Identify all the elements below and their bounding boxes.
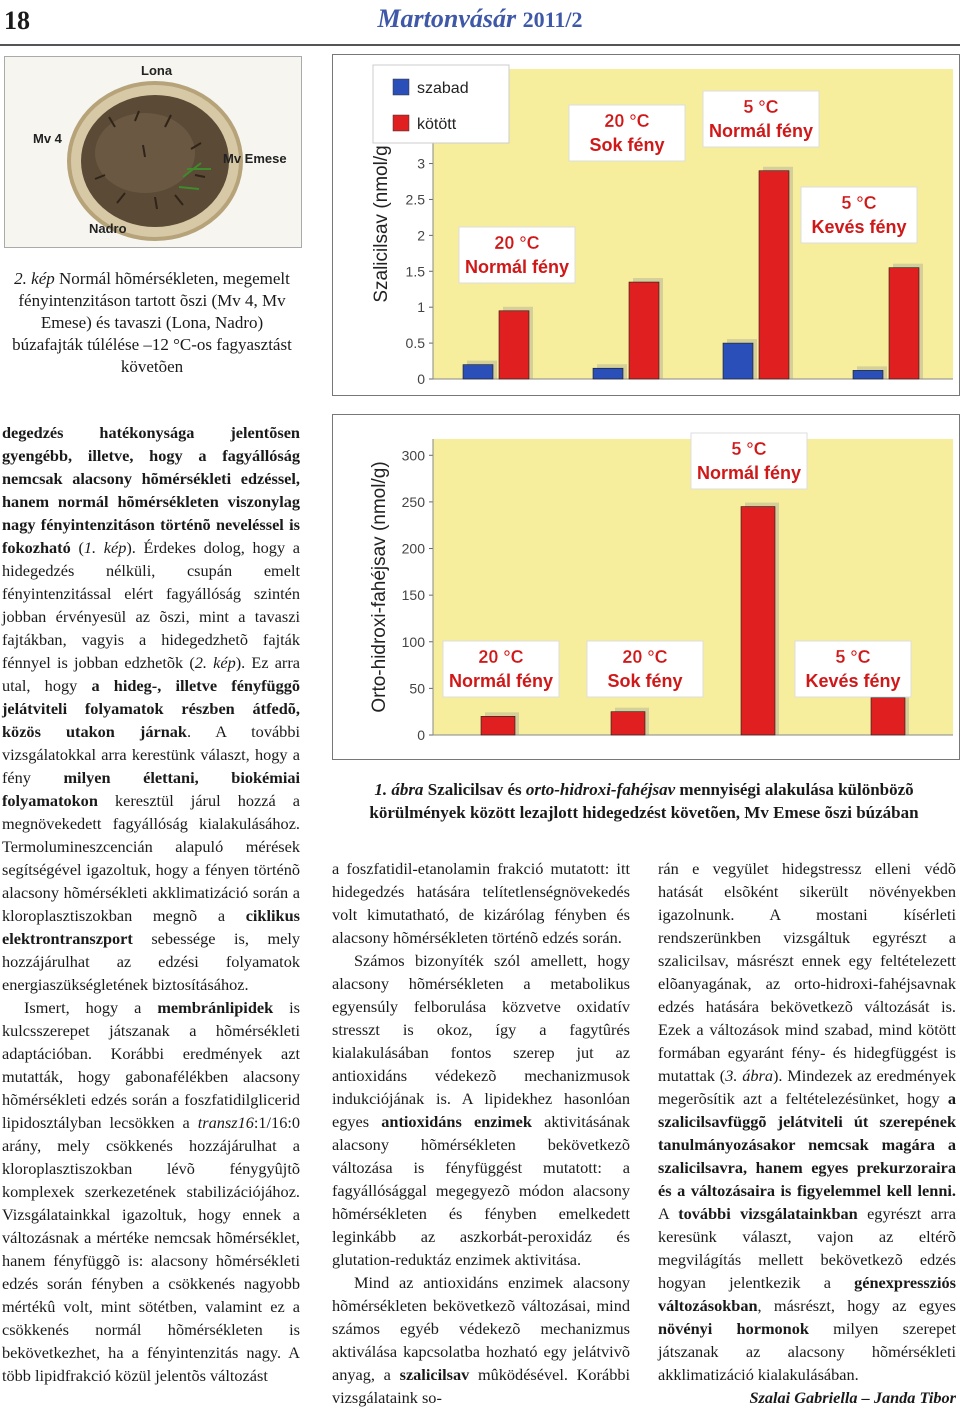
col1-bold-3: milyen élettani, biokémiai folyamatokon — [2, 768, 301, 810]
figure-caption-italic: orto-hidroxi-fahéjsav — [525, 780, 676, 799]
photo-label-nadro: Nadro — [89, 221, 127, 236]
chart1-category-temp-3: 5 °C — [743, 97, 779, 117]
chart1-bar-szabad-2 — [593, 368, 623, 379]
chart1-ytick-label: 2 — [417, 227, 425, 244]
col3-bold-3: génexpressziós változásokban — [658, 1273, 956, 1315]
photo-caption-num: 2. kép — [14, 269, 55, 288]
col3-text-3: A — [658, 1204, 679, 1223]
photo-caption — [4, 268, 300, 378]
wheat-pot-photo — [4, 56, 302, 248]
col1-p2-text-2: is kulcsszerepet játszanak a hõmérsékleti adaptációban. Korábbi eredmények azt mutatták, hogy gabonafélékben alacsony hõmérsékleti edzés során a foszfatidilglicerid lipidosztályban lecsökken a — [2, 998, 300, 1132]
chart1-bar-szabad-3 — [723, 343, 753, 379]
text-column-3 — [658, 857, 956, 1409]
chart1-category-light-2: Sok fény — [589, 135, 665, 155]
col3-text-2: ). Mindezek az eredmények megerõsítik azt a feltételezésünket, hogy — [658, 1066, 956, 1108]
header-rule — [0, 44, 960, 46]
col1-bold-1: degedzés hatékonysága jelentõsen gyengébb, illetve, hogy a fagyállóság nemcsak alacsony hõmérsékleti edzéssel, hanem normál hõmérsékleten viszonylag nagy fényintenzitáson történõ neveléssel is fokozható — [2, 423, 300, 557]
chart1-legend-swatch-szabad — [393, 79, 409, 95]
chart1-ylabel: Szalicilsav (nmol/g — [371, 145, 392, 303]
chart1-svg — [333, 55, 959, 395]
col2-p3-bold: szalicilsav — [399, 1365, 470, 1384]
col1-text-1: ( — [70, 538, 84, 557]
col2-paragraph-1: a foszfatidil-etanolamin frakció mutatott: itt hidegedzés hatására telítetlenségnövekedés volt kimutatható, de kizárólag fényben és alacsony hõmérsékleten történõ edzés során. — [332, 859, 630, 947]
figure-caption — [332, 778, 956, 824]
chart2-category-temp-2: 20 °C — [622, 647, 668, 667]
col1-bold-4: ciklikus elektrontranszport — [2, 906, 300, 948]
chart1-category-temp-2: 20 °C — [604, 111, 650, 131]
chart2-category-light-3: Normál fény — [696, 463, 802, 483]
figure-caption-part2: mennyiségi alakulása különbözõ körülmények között lezajlott hidegedzést követõen, Mv Emese õszi búzában — [369, 780, 919, 822]
figure-caption-num: 1. ábra — [374, 780, 424, 799]
chart1-category-temp-4: 5 °C — [841, 193, 877, 213]
chart1-bar-kötött-3 — [759, 171, 789, 379]
col1-bold-2: a hideg-, illetve fényfüggõ jelátviteli folyamatok részben átfedõ, közös utakon járnak — [2, 676, 301, 741]
chart2-bar-kötött-3 — [741, 507, 775, 735]
col1-italic-2: 2. kép — [194, 653, 236, 672]
col1-text-2: ). Érdekes dolog, hogy a hidegedzés nélküli, csupán emelt fényintenzitással elért fagyállóság szintén jobban érvényesül az õszi, mint a tavaszi fajtákban, vagyis a hidegedzhetõ fajták fénnyel is jobban edzhetõk ( — [2, 538, 301, 672]
chart2-category-light-4: Kevés fény — [805, 671, 901, 691]
chart2-bar-kötött-1 — [481, 716, 515, 735]
col1-p2-text-3: :1/16:0 arány, mely csökkenés hozzájárulhat a kloroplasztiszokban lévõ fénygyûjtõ komplexek szerkezetének stabilizációjához. Vizsgálatainkkal igazoltuk, hogy ennek a változásnak a mértéke nemcsak hõmérséklet, hanem fényfüggõ is: alacsony hõmérsékleti edzés során fényben a csökkenés nagyobb mértékû volt, mint sötétben, valamint ez a csökkenés normál hõmérsékleten is bekövetkezhet, ha a fényintenzitás nagy. A több lipidfrakció közül jelentõs változást — [2, 1113, 300, 1385]
chart2-category-light-2: Sok fény — [607, 671, 683, 691]
col1-p2-italic: transz16 — [197, 1113, 254, 1132]
chart1-legend-label-kotott: kötött — [417, 116, 457, 133]
col1-p2-text-1: Ismert, hogy a — [24, 998, 158, 1017]
chart1-legend-swatch-kotott — [393, 115, 409, 131]
chart1-ytick-label: 0.5 — [405, 335, 425, 352]
chart1-legend-label-szabad: szabad — [417, 80, 469, 97]
chart1-category-light-3: Normál fény — [708, 121, 814, 141]
col3-text-6: milyen szerepet játszanak az alacsony hõmérsékleti akklimatizáció kialakulásában. — [658, 1319, 956, 1384]
chart1-category-light-4: Kevés fény — [811, 217, 907, 237]
col1-text-5: keresztül járul hozzá a megnövekedett fagyállóság kialakulásához. Termolumineszcencián alapuló mérések segítségével igazoltuk, hogy a fényen történõ alacsony hõmérsékleti akklimatizáció során a kloroplasztiszokban megnõ a — [2, 791, 300, 925]
author-line — [658, 1386, 956, 1409]
col3-italic-1: 3. ábra — [725, 1066, 773, 1085]
col1-p2-bold: membránlipidek — [157, 998, 274, 1017]
chart2-ylabel: Orto-hidroxi-fahéjsav (nmol/g) — [369, 461, 390, 713]
chart1-bar-kötött-1 — [499, 311, 529, 379]
col1-paragraph-2 — [2, 996, 300, 1387]
photo-label-lona: Lona — [141, 63, 173, 78]
col2-p2-text-1: Számos bizonyíték szól amellett, hogy alacsony hõmérsékleten a metabolikus egyensúly felborulása közvetve oxidatív stresszt is okoz, így a fagytûrés kialakulásában fontos szerep jut az antioxidáns védekezõ mechanizmusok indukciójának is. A lipidekhez hasonlóan egyes — [332, 951, 630, 1131]
col2-paragraph-3 — [332, 1271, 630, 1409]
chart1-bar-szabad-1 — [463, 365, 493, 379]
col1-text-3: ). Ez arra utal, hogy — [2, 653, 300, 695]
chart1-bar-kötött-4 — [889, 268, 919, 379]
col3-bold-4: növényi hormonok — [658, 1319, 809, 1338]
journal-masthead — [0, 4, 960, 34]
col3-bold-2: további vizsgálatainkban — [678, 1204, 858, 1223]
col3-text-5: , másrészt, hogy az egyes — [757, 1296, 956, 1315]
chart-salicylic-acid — [332, 54, 960, 396]
chart2-category-temp-3: 5 °C — [731, 439, 767, 459]
chart2-svg — [333, 415, 959, 759]
page-number: 18 — [4, 6, 30, 35]
chart2-ytick-label: 0 — [417, 727, 425, 743]
col3-text-1: rán e vegyület hidegstressz elleni védõ hatását elsõként sikerült növényekben igazolnunk. A mostani kísérleti rendszerünkben vizsgáltuk egyrészt a szalicilsav, másrészt ennek egy feltételezett elõanyagának, az orto-hidroxi-fahéjsavnak edzés hatására bekövetkezõ változását is. Ezek a változások mind szabad, mind kötött formában egyaránt fény- és hidegfüggést is mutattak ( — [658, 859, 956, 1085]
chart2-bar-kötött-4 — [871, 698, 905, 735]
chart2-bar-kötött-2 — [611, 712, 645, 735]
chart1-ytick-label: 1 — [417, 299, 425, 316]
chart2-category-light-1: Normál fény — [448, 671, 554, 691]
figure-caption-part1: Szalicilsav és — [423, 780, 526, 799]
chart1-bar-kötött-2 — [629, 282, 659, 379]
col1-italic-1: 1. kép — [83, 538, 127, 557]
chart-ortho-hydroxy-cinnamic — [332, 414, 960, 760]
author-names: Szalai Gabriella – Janda Tibor — [749, 1388, 956, 1407]
col3-text-4: egyrészt arra keresünk választ, vajon az eltérõ megvilágítás mellett bekövetkezõ edzés hogyan jelentkezik a — [658, 1204, 956, 1292]
photo-label-mv-emese: Mv Emese — [223, 151, 287, 166]
text-column-1 — [2, 421, 300, 1387]
col2-p3-text-1: Mind az antioxidáns enzimek alacsony hõmérsékleten bekövetkezõ változásai, mind számos egyéb védekezõ mechanizmus aktiválása kapcsolatba hozható egy jelátvivõ anyag, a — [332, 1273, 630, 1384]
col2-p2-bold: antioxidáns enzimek — [381, 1112, 532, 1131]
col2-paragraph-2 — [332, 949, 630, 1271]
chart2-ytick-label: 100 — [401, 633, 425, 650]
col3-paragraph-1 — [658, 857, 956, 1386]
chart2-category-temp-1: 20 °C — [478, 647, 524, 667]
col1-paragraph-1 — [2, 421, 300, 996]
chart2-ytick-label: 150 — [401, 587, 425, 604]
photo-caption-text: Normál hõmérsékleten, megemelt fényintenzitáson tartott õszi (Mv 4, Mv Emese) és tavaszi (Lona, Nadro) búzafajták túlélése –12 °C-os fagyasztást követõen — [12, 269, 292, 376]
chart2-ytick-label: 250 — [401, 493, 425, 510]
col3-bold-1: a szalicilsavfüggõ jelátviteli út szerepének tanulmányozásakor nemcsak magára a szalicilsavra, hanem egyes prekurzoraira és a változásaira is figyelemmel kell lenni. — [658, 1089, 956, 1200]
col1-text-6: sebessége is, mely hozzájárulhat az edzési folyamatok energiaszükségletének biztosításához. — [2, 929, 300, 994]
chart2-category-temp-4: 5 °C — [835, 647, 871, 667]
chart1-category-temp-1: 20 °C — [494, 233, 540, 253]
chart1-ytick-label: 2.5 — [405, 191, 425, 208]
chart1-ytick-label: 3 — [417, 155, 425, 172]
chart2-ytick-label: 300 — [401, 447, 425, 464]
journal-issue: 2011/2 — [522, 7, 583, 32]
chart1-bar-szabad-4 — [853, 370, 883, 379]
photo-label-mv4: Mv 4 — [33, 131, 62, 146]
chart1-category-light-1: Normál fény — [464, 257, 570, 277]
journal-title: Martonvásár — [377, 4, 517, 33]
text-column-2 — [332, 857, 630, 1409]
chart2-ytick-label: 50 — [409, 680, 425, 697]
col1-text-4: . A további vizsgálatokkal arra kerestünk választ, hogy a fény — [2, 722, 300, 787]
chart1-ytick-label: 1.5 — [405, 263, 425, 280]
col2-p3-text-2: mûködésével. Korábbi vizsgálataink so- — [332, 1365, 631, 1407]
chart1-ytick-label: 0 — [417, 371, 425, 387]
col2-p2-text-2: aktivitásának alacsony hõmérsékleten bekövetkezõ változása is fényfüggést mutatott: a fagyállósággal megegyezõ módon alacsony hõmérsékleten és fényben emelkedett leginkább az aszkorbát-peroxidáz és glutation-reduktáz enzimek aktivitása. — [332, 1112, 631, 1269]
chart2-ytick-label: 200 — [401, 540, 425, 557]
